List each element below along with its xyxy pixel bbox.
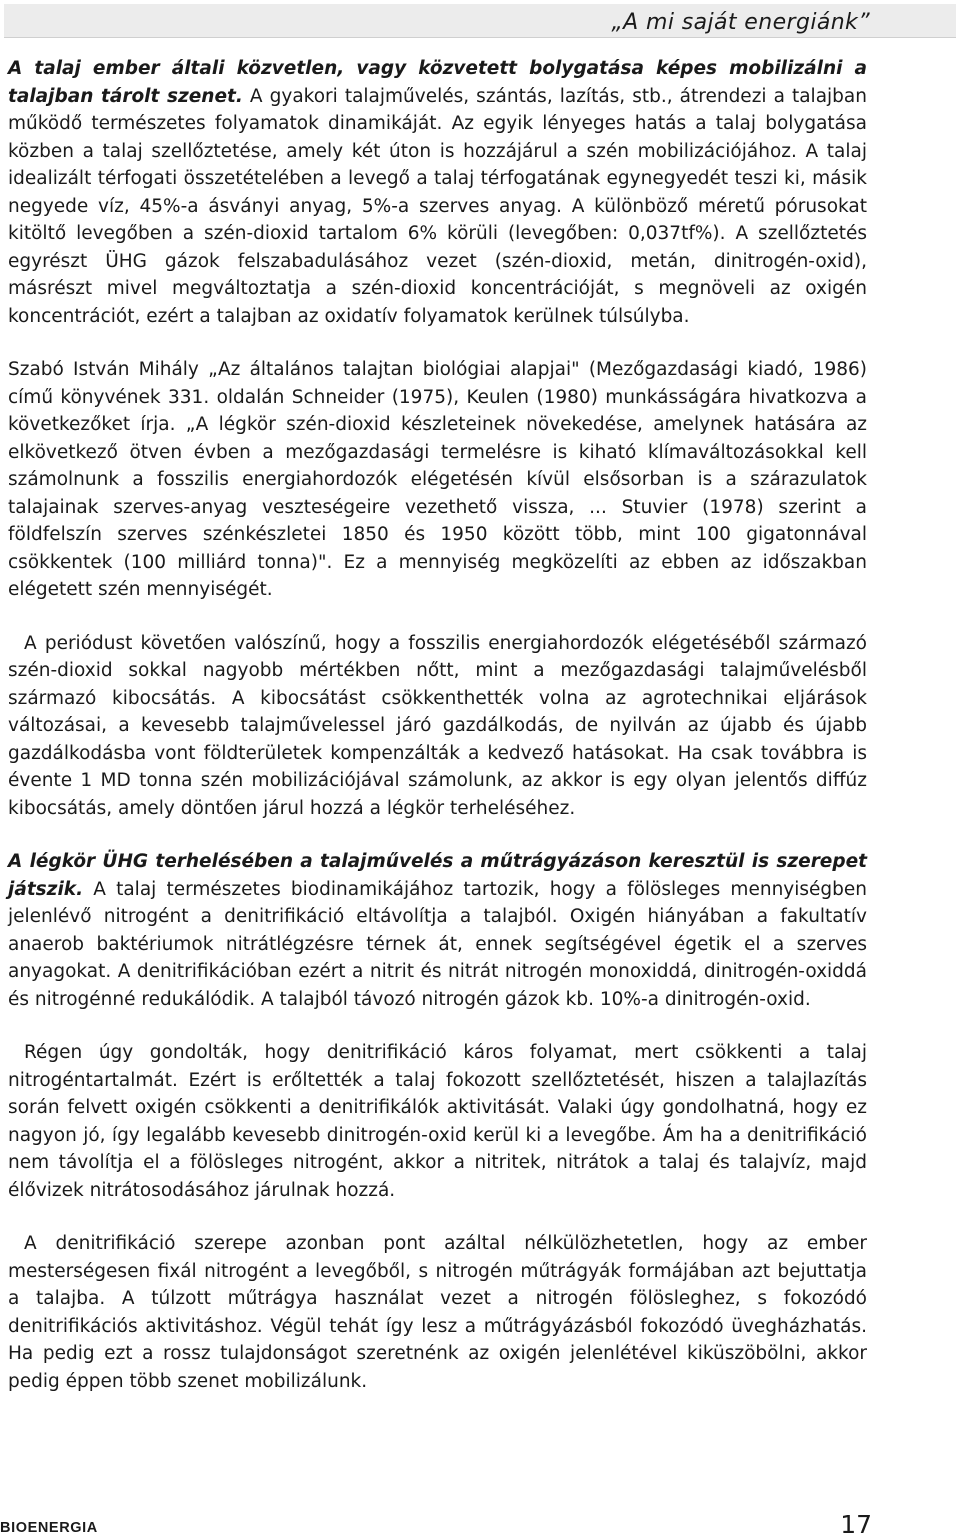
paragraph-4-text: A talaj természetes biodinamikájához tartozik, hogy a fölösleges mennyiségben jelenlévő nitrogént a denitrifikáció eltávolítja a talajból. Oxigén hiányában a fakultatív anaerob baktériumok nitrátlégzésre térnek át, ennek segítségével égetik el a szerves anyagokat. A denitrifikációban ezért a nitrit és nitrát nitrogén monoxiddá, dinitrogén-oxiddá és nitrogénné redukálódik. A talajból távozó nitrogén gázok kb. 10%-a dinitrogén-oxid. — [8, 878, 867, 1010]
header-title: „A mi saját energiánk” — [611, 10, 870, 35]
paragraph-3: A periódust követően valószínű, hogy a fosszilis energiahordozók elégetéséből származó szén-dioxid sokkal nagyobb mértékben nőtt, mint a mezőgazdasági talajművelésből származó kibocsátás. A kibocsátást csökkenthették volna az agrotechnikai eljárások változásai, a kevesebb talajművelessel járó gazdálkodás, de nyilván az újabb és újabb gazdálkodásba vont földterületek kompenzálták a kedvező hatásokat. Ha csak továbbra is évente 1 MD tonna szén mobilizációjával számolunk, az akkor is egy olyan jelentős diffúz kibocsátás, amely döntően járul hozzá a légkör terheléséhez. — [8, 632, 867, 819]
paragraph-4-lead: A légkör ÜHG terhelésében a talajművelés a műtrágyázáson keresztül is szerepet játszik. — [8, 851, 867, 900]
paragraph-1 — [8, 55, 867, 330]
paragraph-1-lead: A talaj ember általi közvetlen, vagy közvetett bolygatása képes mobilizálni a talajban tárolt szenet. — [8, 58, 867, 107]
footer-brand: BIOENERGIA — [0, 1520, 98, 1536]
paragraph-4 — [8, 848, 867, 1013]
article-body — [8, 55, 867, 1395]
paragraph-6: A denitrifikáció szerepe azonban pont azáltal nélkülözhetetlen, hogy az ember mesterségesen fixál nitrogént a levegőből, s nitrogén műtrágyák formájában azt bejuttatja a talajba. A túlzott műtrágya használat vezet a nitrogén fölösleghez, s fokozódó denitrifikációs aktivitáshoz. Végül tehát így lesz a műtrágyázásból fokozódó üvegházhatás. Ha pedig ezt a rossz tulajdonságot szeretnénk az oxigén jelenlétével kiküszöbölni, akkor pedig éppen több szenet mobilizálunk. — [8, 1233, 867, 1392]
paragraph-5: Régen úgy gondolták, hogy denitrifikáció káros folyamat, mert csökkenti a talaj nitrogéntartalmát. Ezért is erőltették a talaj fokozott szellőztetését, hiszen a talajlazítás során felvett oxigén csökkenti a denitrifikálók aktivitását. Valaki úgy gondolhatná, hogy ez nagyon jó, így legalább kevesebb dinitrogén-oxid kerül ki a levegőbe. Ám ha a denitrifikáció nem távolítja el a fölösleges nitrogént, akkor a nitritek, nitrátok a talaj és talajvíz, majd élővizek nitrátosodásához járulnak hozzá. — [8, 1042, 867, 1201]
page-number: 17 — [840, 1510, 872, 1539]
running-header — [4, 4, 956, 38]
paragraph-1-text: A gyakori talajművelés, szántás, lazítás, stb., átrendezi a talajban működő természetes folyamatok dinamikáját. Az egyik lényeges hatás a talaj bolygatása közben a talaj szellőztetése, amely két úton is hozzájárul a szén mobilizációjához. A talaj idealizált térfogati összetételében a levegő a talaj térfogatának egynegyedét teszi ki, másik negyede víz, 45%-a ásványi anyag, 5%-a szerves anyag. A különböző méretű pórusokat kitöltő levegőben a szén-dioxid tartalom 6% körüli (levegőben: 0,037tf%). A szellőztetés egyrészt ÜHG gázok felszabadulásához vezet (szén-dioxid, metán, dinitrogén-oxid), másrészt mivel megváltoztatja a szén-dioxid koncentrációját, s megnöveli az oxigén koncentrációt, ezért a talajban az oxidatív folyamatok kerülnek túlsúlyba. — [8, 85, 867, 327]
paragraph-2: Szabó István Mihály „Az általános talajtan biológiai alapjai" (Mezőgazdasági kiadó, 1986) című könyvének 331. oldalán Schneider (1975), Keulen (1980) munkásságára hivatkozva a következőket írja. „A légkör szén-dioxid készleteinek növekedése, amelynek hatására az elkövetkező ötven évben a mezőgazdasági termelésre is kiható klímaváltozásokkal kell számolnunk a fosszilis energiahordozók elégetésén kívül elsősorban is a szárazulatok talajainak szerves-anyag veszteségeire vezethető vissza, ... Stuvier (1978) szerint a földfelszín szerves szénkészletei 1850 és 1950 között több, mint 100 gigatonnával csökkentek (100 milliárd tonna)". Ez a mennyiség megközelíti az ebben az időszakban elégetett szén mennyiségét. — [8, 359, 867, 600]
